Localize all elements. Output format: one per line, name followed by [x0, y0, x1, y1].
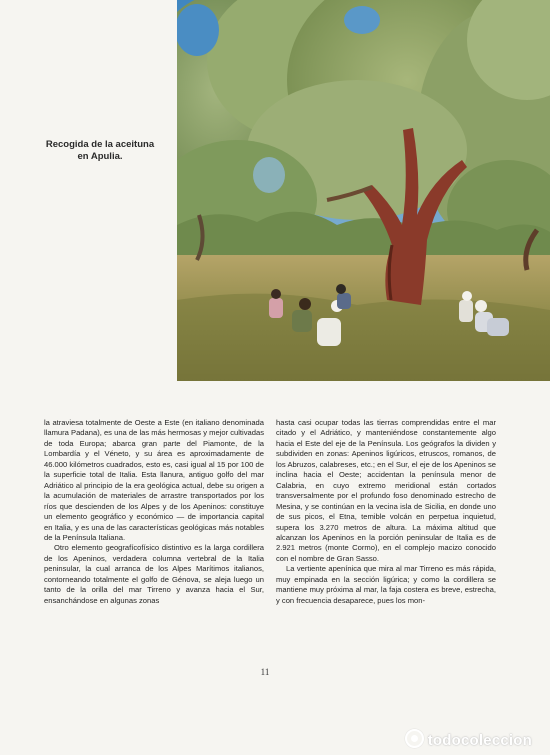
text-column-left: [44, 418, 264, 606]
watermark-text: todocoleccion: [427, 732, 532, 749]
watermark-logo-icon: [405, 729, 424, 748]
paragraph: La vertiente apenínica que mira al mar Tirreno es más rápida, muy empinada en la sección ligúrica; y como la cordillera se mantiene muy próxima al mar, la faja costera es breve, estrecha, y con frecuencia desaparece, pues los mon-: [276, 564, 496, 605]
paragraph: hasta casi ocupar todas las tierras comprendidas entre el mar citado y el Adriático, y manteniéndose constantemente algo hacia el Este del eje de la Península. Los geógrafos la dividen y subdividen en zonas: Apeninos ligúricos, etruscos, romanos, de los Abruzos, calabreses, etc.; en el Sur, el eje de los Apeninos se inclina hacia el Oeste; accidentan la península menor de Calabria, en cuyo extremo meridional están cortados transversalmente por el profundo foso denominado estrecho de Mesina, y se continúan en la vecina isla de Sicilia, en donde uno de sus picos, el Etna, temible volcán en perpetua inquietud, supera los 3.270 metros de altura. La máxima altitud que alcanzan los Apeninos en la porción peninsular de Italia es de 2.921 metros (monte Cormo), en el complejo macizo conocido con el nombre de Gran Sasso.: [276, 418, 496, 563]
paragraph: la atraviesa totalmente de Oeste a Este (en italiano denominada llamura Padana), es una de las más hermosas y mejor cultivadas de toda Europa; abarca gran parte del Piamonte, de la Lombardía y el Véneto, y su área es aproximadamente de 46.000 kilómetros cuadrados, esto es, casi igual al 15 por 100 de la superficie total de Italia. Esta llanura, antiguo golfo del mar Adriático al principio de la era geológica actual, debe su origen a la acumulación de materiales de arrastre transportados por los ríos que descienden de los Alpes y de los Apeninos: constituye un elemento geográfico y económico — de importancia capital en Italia, y es una de las características geológicas más notables de la Península Italiana.: [44, 418, 264, 542]
caption-line-2: en Apulia.: [77, 151, 123, 162]
photo-caption: [36, 139, 164, 163]
paragraph: Otro elemento geografícofísico distintivo es la larga cordillera de los Apeninos, verdadera columna vertebral de la Italia peninsular, la cual arranca de los Alpes Marítimos italianos, contorneando totalmente el golfo de Génova, se aleja luego un tanto de la orilla del mar Tirreno y avanza hacia el Sur, ensanchándose en algunas zonas: [44, 543, 264, 605]
watermark: [405, 729, 532, 749]
text-column-right: [276, 418, 496, 606]
olive-harvest-photo: [177, 0, 550, 381]
caption-line-1: Recogida de la aceituna: [45, 139, 155, 150]
page-number: 11: [260, 667, 270, 677]
